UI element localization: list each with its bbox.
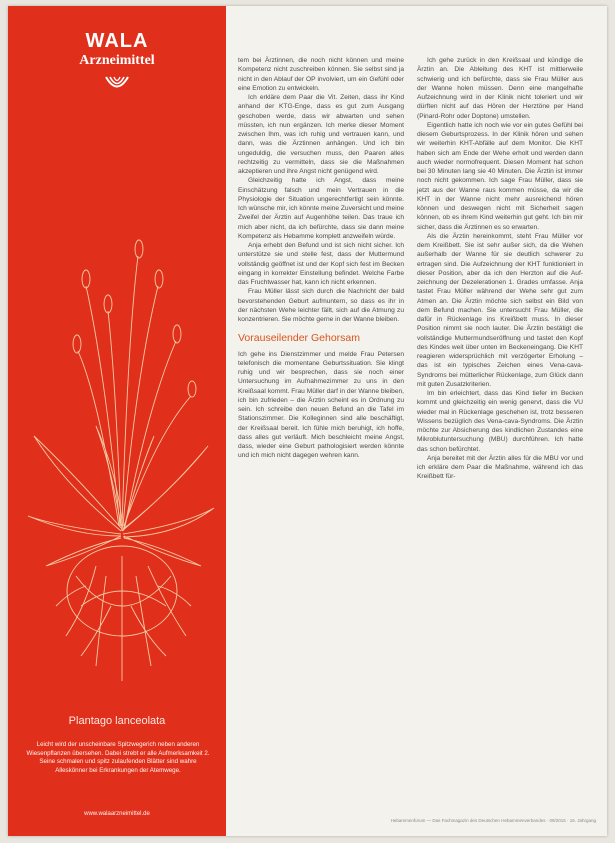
ad-brand-subtitle: Arzneimittel: [79, 53, 155, 68]
paragraph: Im bin erleichtert, dass das Kind tiefer im Becken kommt und gleichzeitig ein wenig genervt, dass die VU wieder mal in Rückenlage geschehen ist, trotz besseren Wissens bezüglich des Vena-cava-Syndroms. Die Ärztin möchte zur Absicherung des kindlichen Zustandes eine Mikroblutuntersuchung (MBU) durchführen. Ich hatte das schon befürchtet.: [417, 390, 583, 453]
article-column-1: [238, 56, 404, 461]
paragraph: Anja bereitet mit der Ärztin alles für die MBU vor und ich erkläre dem Paar die Maßnahme, während ich das Kreißbett für-: [417, 454, 583, 481]
paragraph: Gleichzeitig hatte ich Angst, dass meine Einschätzung falsch und mein Vertrauen in die Physiologie der Situation ungerechtfertigt sein könnte. Ich wünsche mir, ich könnte meine Zuversicht und meine Zweifel der Ärztin auf Augenhöhe teilen. Das traue ich mich aber nicht, da ich befürchte, dass sie dann meine Kompetenz als Hebamme komplett anzweifeln würde.: [238, 177, 404, 240]
paragraph: Ich erkläre dem Paar die Vit. Zeiten, dass ihr Kind anhand der KTG-Enge, dass es gut zum Ausgang geschoben werde, dass wir abwarten und sehen müssten, ich nun ergänzen. Ich merke dieser Moment zwischen Ihm, was ich ruhig und vertrauen kann, und dann, was die Ärztinnen anhängen. Und ich bin ungeduldig, die versuchen muss, den Paaren alles rechtzeitig zu vermitteln, dass sie die Maßnahmen akzeptieren und ihre Angst nicht genügend wird.: [238, 94, 404, 175]
ad-body-text: Leicht wird der unscheinbare Spitzwegerich neben anderen Wiesenpflanzen übersehen. Dabei strebt er alle Aufmerksamkeit 2. Seine schmalen und spitz zulaufenden Blätter sind wahre Alleskönner bei Erkrankungen der Atemwege.: [26, 741, 210, 775]
paragraph: Frau Müller lässt sich durch die Nachricht der bald bevorstehenden Geburt aufmuntern, so dass es ihr in der nächsten Wehe leichter fällt, sich auf die Atmung zu konzentrieren. Sie möchte gerne in der Wanne bleiben.: [238, 288, 404, 323]
ad-brand: WALA: [85, 30, 149, 52]
plantago-plant-illustration: [26, 136, 216, 706]
paragraph: Eigentlich hatte ich noch wie vor ein gutes Gefühl bei diesem Geburtsprozess. In der Klinik hören und sehen wir weiterhin KHT-Abfälle auf dem Monitor. Die KHT haben sich am Ende der Wehe erholt und werden dann auch wieder normofrequent. Diesen Moment hat schon bei 30 Minuten lang sie 40 Minuten. Die Ärztin ist immer noch nicht gekommen. Ich sage Frau Müller, dass sie jetzt aus der Wanne raus kommen müsse, da wir die KHT in der Wanne nicht mehr ausreichend hören können und deswegen nicht mit Sicherheit sagen können, ob es ihrem Kind weiterhin gut geht. Ich bin mir sicher, dass die Ärztinnen es so erwarten.: [417, 121, 583, 231]
paragraph: Anja erhebt den Befund und ist sich nicht sicher. Ich unterstütze sie und stelle fest, dass der Muttermund vollständig geöffnet ist und der Kopf sich fest im Becken eingang in korrekter Einstellung befindet. Welche Farbe das Fruchtwasser hat, kann ich nicht erkennen.: [238, 242, 404, 286]
article-column-2: [417, 56, 583, 482]
wala-advertisement: [8, 6, 226, 836]
magazine-page: [8, 6, 607, 836]
page-footer: Hebammenforum — Das Fachmagazin des Deutschen Hebammenverbandes · 09/2015 · 16. Jahrgang: [390, 818, 596, 823]
paragraph: Ich gehe zurück in den Kreißsaal und kündige die Ärztin an. Die Ableitung des KHT ist mittlerweile schwierig und ich befürchte, dass sie Frau Müller aus der Wanne holen müssen. Denn eine mangelhafte Aufzeichnung wird in der Klinik nicht toleriert und wir dürften nicht auf das Hören der Herztöne per Hand (Pinard-Rohr oder Doptone) umstellen.: [417, 57, 583, 120]
paragraph: Ich gehe ins Dienstzimmer und melde Frau Petersen telefonisch die momentane Geburtssituation. Sie klingt ruhig und wir besprechen, dass sie noch einer Untersuchung im Aufnahmezimmer zu uns in den Kreißsaal kommt. Frau Müller darf in der Wanne bleiben, ich bin zufrieden – die Ärztin scheint es in Ordnung zu sein. Ich schreibe den neuen Befund an die Tafel im Stationszimmer. Die Kolleginnen sind alle beschäftigt, der Kreißsaal bereit. Ich fühle mich beruhigt, ich hoffe, dass alles gut verläuft. Mich beschleicht meine Angst, dass, wieder eine Geburt pathologisiert werden könnte und ich mich nicht dagegen wehren kann.: [238, 350, 404, 460]
plant-caption: Plantago lanceolata: [68, 715, 166, 727]
section-heading: Vorauseilender Gehorsam: [238, 332, 360, 345]
paragraph: Als die Ärztin hereinkommt, steht Frau Müller vor dem Kreißbett. Sie ist sehr außer sich, da die Wehen außerhalb der Wanne für sie deutlich schwerer zu ertragen sind. Die Aufzeichnung der KHT funktioniert in dieser Position, aber da ich den Herzton auf die Aufzeichnung der Dezelerationen 1. Grades umfasse. Anja tastet Frau Müller während der Wehe sehr gut zum Atmen an. Die Ärztin möchte sich selbst ein Bild von dem Befund machen. Sie untersucht Frau Müller, die dafür in Rückenlage ins Kreißbett muss. In dieser Position nimmt sie noch lauter. Die Ärztin bestätigt die vollständige Muttermundseröffnung und tastet den Kopf des Kindes weit über unten im Beckeneingang. Die KHT reagieren widersprüchlich mit verzögerter Erholung – das ist ein typisches Zeichen eines Vena-cava-Syndroms bei mütterlicher Rückenlage, zum Glück dann mit guten Zusatzkriterien.: [417, 232, 583, 388]
wala-logo-icon: [104, 74, 130, 94]
ad-website-link[interactable]: www.walaarzneimittel.de: [84, 811, 150, 817]
paragraph: tem bei Ärztinnen, die noch nicht können und meine Kompetenz nicht zuschreiben können. Sie selbst sind ja nicht in den Ablauf der OP involviert, um ein Gefühl oder eine Emotion zu entwickeln.: [238, 57, 404, 92]
